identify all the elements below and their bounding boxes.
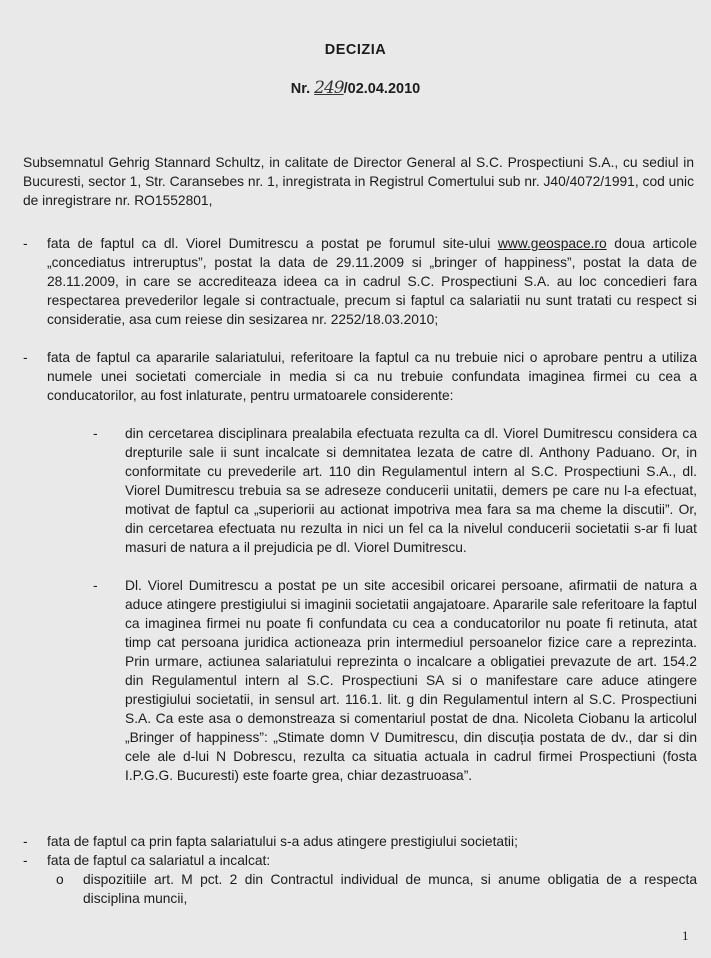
sublist-circle-marker: o	[56, 872, 64, 887]
sublist-dash-marker: -	[93, 578, 98, 593]
list-item: fata de faptul ca prin fapta salariatului s-a adus atingere prestigiului societatii;	[47, 834, 518, 849]
number-prefix: Nr.	[290, 81, 315, 97]
page-number: 1	[682, 928, 689, 943]
sublist-dash-marker: -	[93, 426, 98, 441]
list-dash-marker: -	[23, 853, 28, 868]
list-item: fata de faptul ca salariatul a incalcat:	[47, 853, 271, 868]
list-dash-marker: -	[23, 834, 28, 849]
item-text: fata de faptul ca dl. Viorel Dumitrescu a postat pe forumul site-ului	[47, 236, 498, 251]
sublist-item: din cercetarea disciplinara prealabila efectuata rezulta ca dl. Viorel Dumitrescu considera ca drepturile sale ii sunt incalcate si demnitatea lezata de catre dl. Anthony Paduano. Or, in conformitate cu prevederile art. 110 din Regulamentul intern al S.C. Prospectiuni S.A., dl. Viorel Dumitrescu trebuia sa se adreseze conducerii unitatii, demers pe care nu l-a efectuat, motivat de faptul ca „superiorii au actionat impotriva mea fara sa ma cheme la discutii”. Or, din cercetarea efectuata nu rezulta in nici un fel ca la nivelul conducerii societatii s-ar fi luat masuri de natura a il prejudicia pe dl. Viorel Dumitrescu.	[125, 426, 697, 555]
item-text: doua articole „concediatus intreruptus”, postat la data de 29.11.2009 si „bringer of happiness”, postat la data de 28.11.2009, in care se accrediteaza ideea ca in cadrul S.C. Prospectiuni S.A. au loc concedieri fara respectarea prevederilor legale si contractuale, precum si faptul ca salariatii nu sunt tratati cu respect si consideratie, asa cum reiese din sesizarea nr. 2252/18.03.2010;	[47, 236, 697, 327]
list-item: fata de faptul ca apararile salariatului, referitoare la faptul ca nu trebuie nici o aprobare pentru a utiliza numele unei societati comerciale in media si ca nu trebuie confundata imaginea firmei cu cea a conducatorilor, au fost inlaturate, pentru urmatoarele considerente:	[47, 350, 697, 403]
document-title: DECIZIA	[324, 42, 387, 58]
list-item	[47, 234, 697, 329]
number-date: /02.04.2010	[343, 81, 421, 97]
list-dash-marker: -	[23, 236, 28, 251]
decision-number	[0, 78, 711, 98]
handwritten-number: 249	[314, 78, 344, 98]
list-dash-marker: -	[23, 350, 28, 365]
sublist-item: dispozitiile art. M pct. 2 din Contractul individual de munca, si anume obligatia de a respecta disciplina muncii,	[83, 872, 697, 906]
website-link[interactable]: www.geospace.ro	[497, 236, 607, 251]
sublist-item: Dl. Viorel Dumitrescu a postat pe un site accesibil oricarei persoane, afirmatii de natura a aduce atingere prestigiului si imaginii societatii angajatoare. Apararile sale referitoare la faptul ca imaginea firmei nu poate fi confundata cu cea a conducatorilor nu poate fi retinuta, atat timp cat persoana juridica actioneaza prin intermediul persoanelor fizice care a reprezinta. Prin urmare, actiunea salariatului reprezinta o incalcare a obligatiei prevazute de art. 154.2 din Regulamentul intern al S.C. Prospectiuni SA si o manifestare care aduce atingere prestigiului societatii, in sensul art. 116.1. lit. g din Regulamentul intern al S.C. Prospectiuni S.A. Ca este asa o demonstreaza si comentariul postat de dna. Nicoleta Ciobanu la articolul „Bringer of happiness”: „Stimate domn V Dumitrescu, din discuția postata de dv., dar si din cele ale d-lui N Dobrescu, rezulta ca situatia actuala in cadrul firmei Prospectiuni (fosta I.P.G.G. Bucuresti) este foarte grea, chiar dezastruoasa”.	[125, 578, 697, 783]
intro-paragraph: Subsemnatul Gehrig Stannard Schultz, in calitate de Director General al S.C. Prospectiuni S.A., cu sediul in Bucuresti, sector 1, Str. Caransebes nr. 1, inregistrata in Registrul Comertului sub nr. J40/4072/1991, cod unic de inregistrare nr. RO1552801,	[23, 155, 694, 208]
